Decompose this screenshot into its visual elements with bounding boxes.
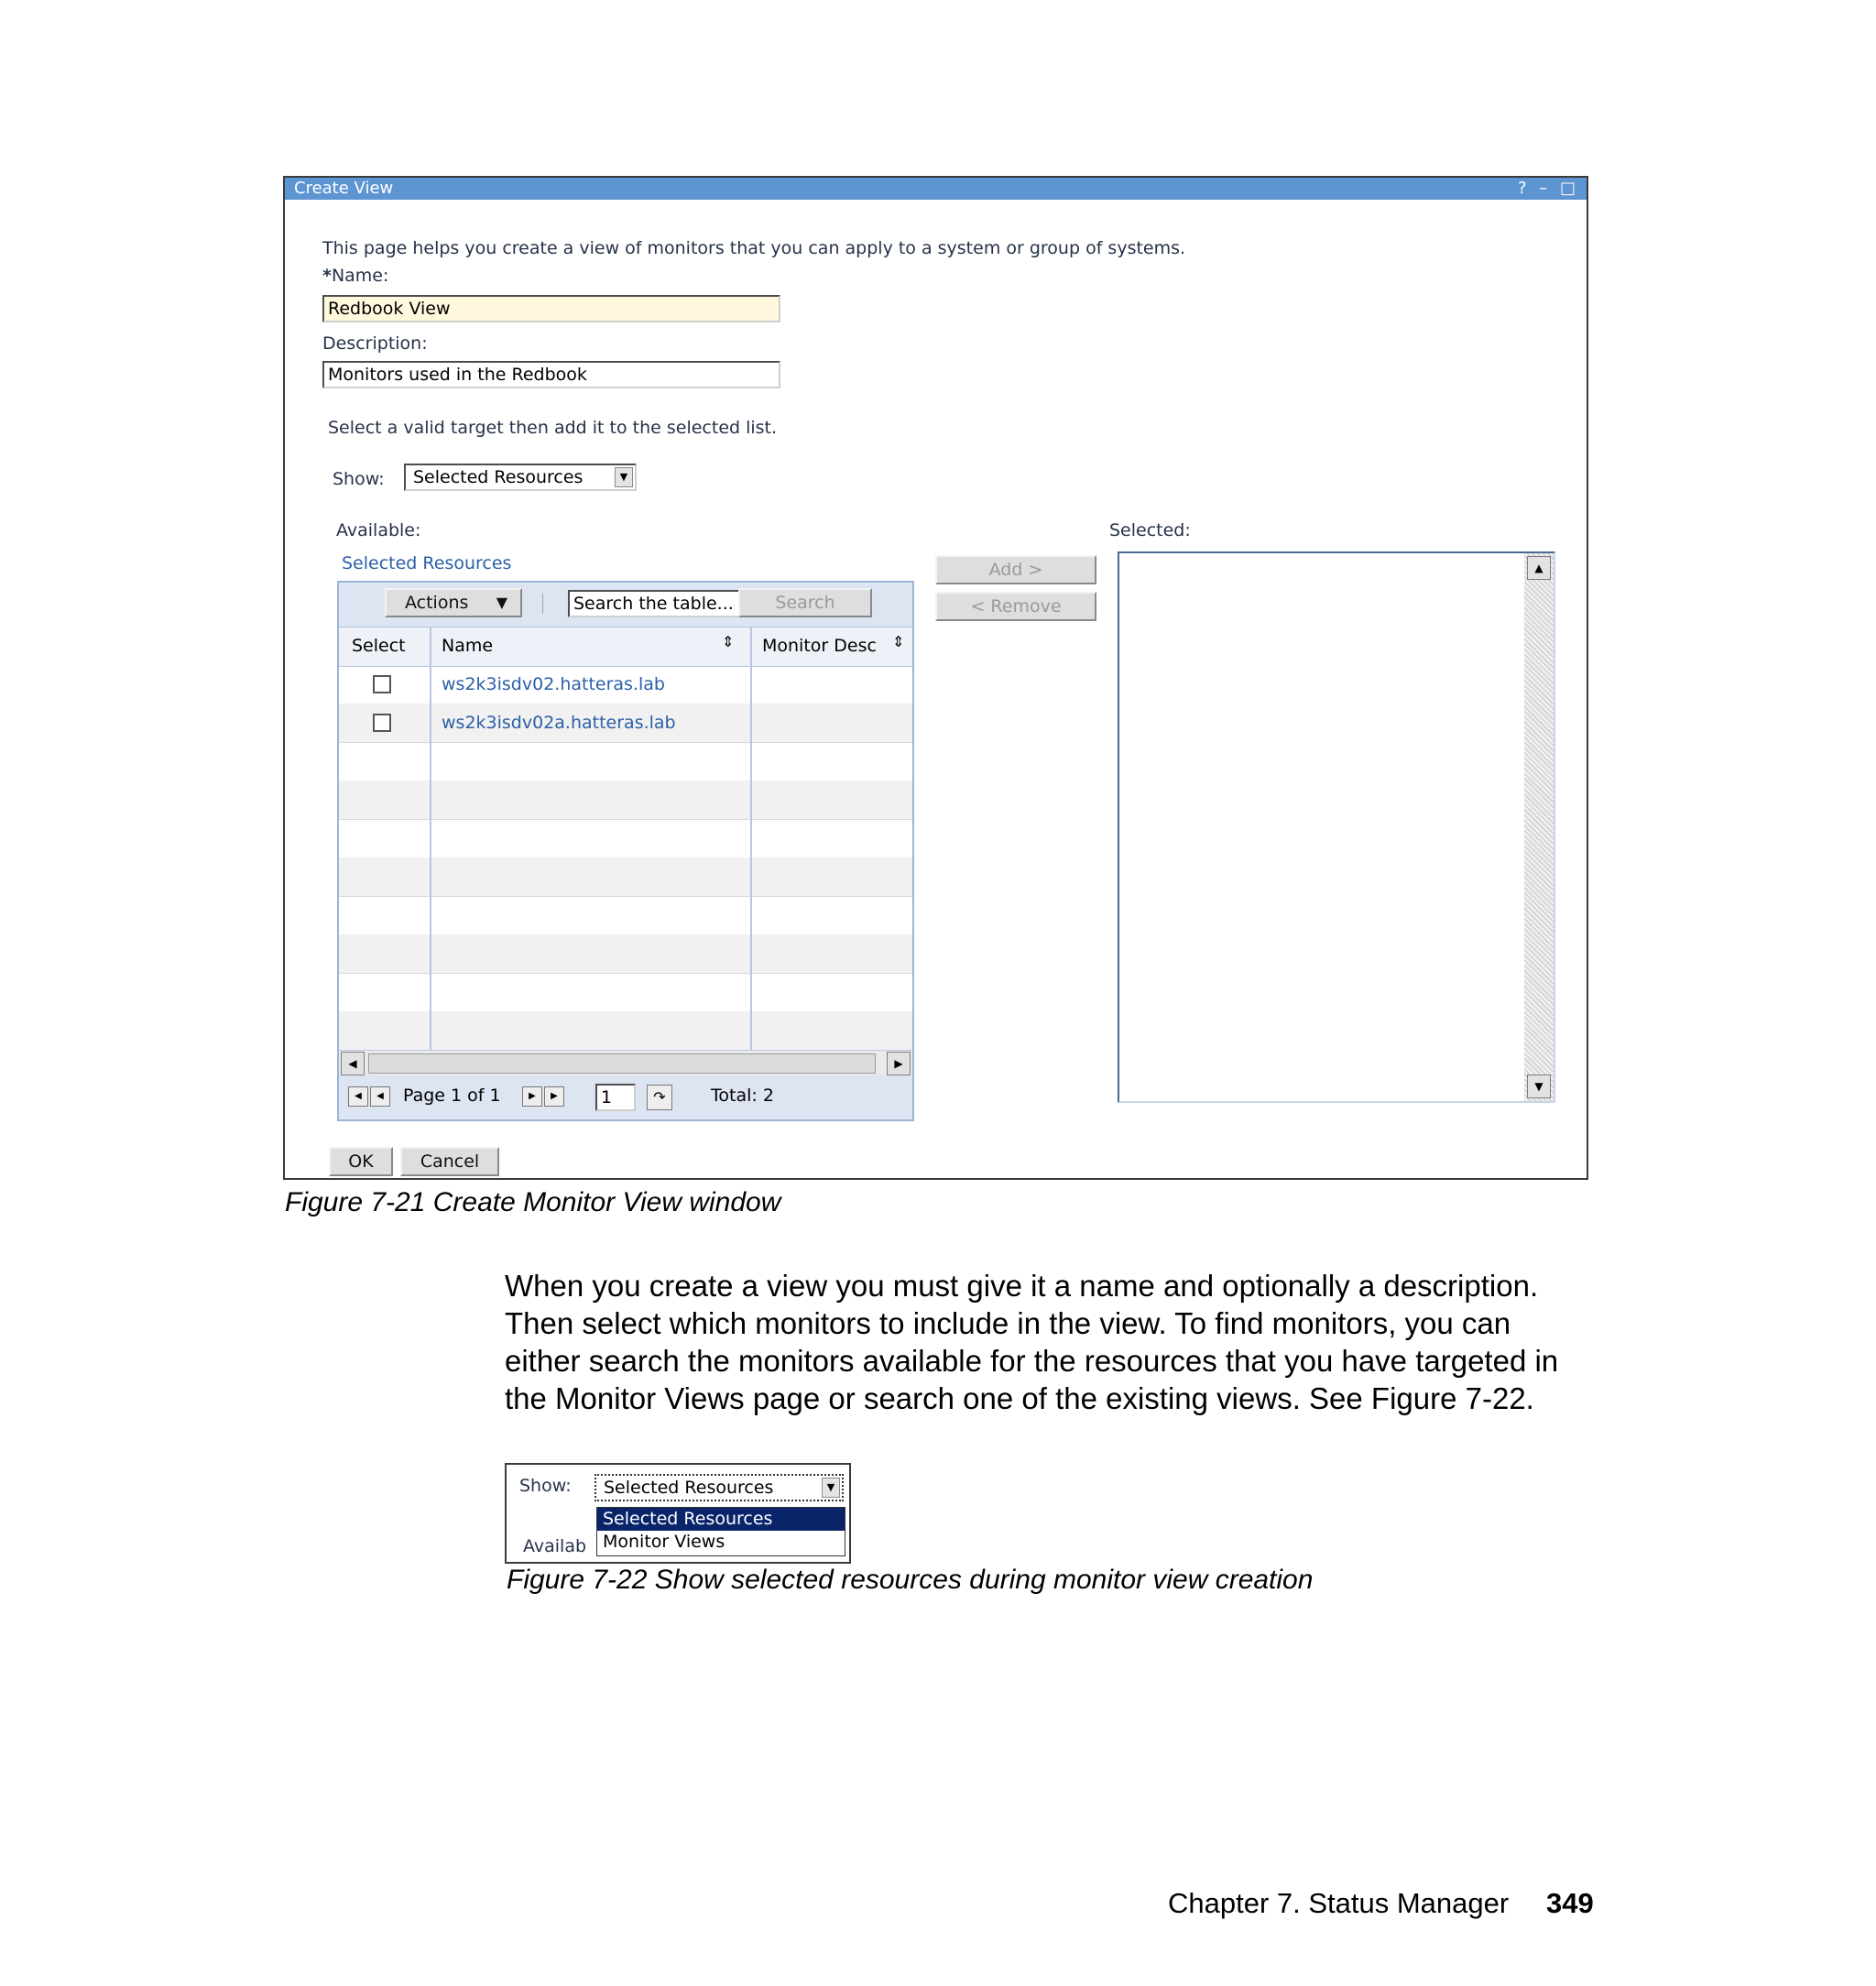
figure-caption-2: Figure 7-22 Show selected resources during monitor view creation bbox=[507, 1565, 1314, 1595]
instruction-text: Select a valid target then add it to the selected list. bbox=[328, 418, 778, 438]
footer-page-number: 349 bbox=[1546, 1887, 1594, 1919]
column-name[interactable]: Name bbox=[442, 636, 494, 656]
show-dropdown-figure bbox=[505, 1463, 851, 1564]
fig2-available-label: Availab bbox=[523, 1536, 587, 1556]
table-pager bbox=[339, 1075, 912, 1119]
chevron-down-icon[interactable]: ▼ bbox=[615, 467, 633, 487]
page-number-input[interactable]: 1 bbox=[595, 1084, 636, 1111]
table-body bbox=[339, 665, 912, 1050]
available-subtitle: Selected Resources bbox=[342, 553, 512, 573]
fig2-show-select[interactable] bbox=[594, 1474, 844, 1501]
option-selected-resources[interactable]: Selected Resources bbox=[597, 1508, 845, 1531]
name-input[interactable]: Redbook View bbox=[322, 295, 780, 322]
intro-text: This page helps you create a view of monitors that you can apply to a system or group of systems. bbox=[322, 238, 1186, 258]
scroll-right-icon[interactable]: ▶ bbox=[887, 1052, 911, 1075]
selected-listbox[interactable] bbox=[1118, 551, 1555, 1103]
scroll-up-icon[interactable]: ▲ bbox=[1527, 556, 1551, 580]
selected-label: Selected: bbox=[1109, 520, 1191, 540]
show-select-value: Selected Resources bbox=[413, 467, 584, 487]
paragraph-line: either search the monitors available for the resources that you have targeted in bbox=[505, 1344, 1559, 1378]
scroll-left-icon[interactable]: ◀ bbox=[341, 1052, 365, 1075]
sort-icon[interactable]: ⇕ bbox=[892, 633, 905, 650]
actions-button[interactable]: Actions ▼ bbox=[385, 588, 522, 617]
paragraph-line: Then select which monitors to include in the view. To find monitors, you can bbox=[505, 1306, 1511, 1340]
row-checkbox[interactable] bbox=[373, 714, 391, 732]
horizontal-scrollbar[interactable] bbox=[339, 1050, 912, 1076]
fig2-show-label: Show: bbox=[519, 1476, 572, 1496]
row-name-link[interactable]: ws2k3isdv02.hatteras.lab bbox=[442, 674, 665, 694]
available-label: Available: bbox=[336, 520, 421, 540]
row-checkbox[interactable] bbox=[373, 675, 391, 693]
fig2-show-select-value: Selected Resources bbox=[604, 1478, 774, 1498]
remove-button[interactable]: < Remove bbox=[935, 592, 1096, 621]
figure-caption-1: Figure 7-21 Create Monitor View window bbox=[285, 1187, 781, 1217]
table-row-empty bbox=[339, 896, 912, 935]
paragraph-line: When you create a view you must give it a name and optionally a description. bbox=[505, 1269, 1539, 1303]
window-controls[interactable]: ? – □ bbox=[1517, 179, 1579, 198]
description-input[interactable]: Monitors used in the Redbook bbox=[322, 361, 780, 388]
table-row-empty bbox=[339, 934, 912, 974]
go-page-icon[interactable]: ↷ bbox=[647, 1085, 672, 1110]
table-row-empty bbox=[339, 742, 912, 781]
table-row-empty bbox=[339, 819, 912, 858]
toolbar-divider bbox=[542, 594, 543, 614]
table-row-empty bbox=[339, 973, 912, 1012]
column-select: Select bbox=[352, 636, 406, 656]
column-divider bbox=[430, 627, 431, 1050]
available-table bbox=[337, 581, 914, 1121]
table-row-empty bbox=[339, 780, 912, 820]
window-title: Create View bbox=[294, 179, 394, 198]
vertical-scrollbar[interactable] bbox=[1524, 553, 1554, 1101]
page-label: Page 1 of 1 bbox=[403, 1086, 501, 1106]
table-row-empty bbox=[339, 857, 912, 897]
body-paragraph bbox=[505, 1267, 1650, 1417]
row-name-link[interactable]: ws2k3isdv02a.hatteras.lab bbox=[442, 713, 676, 733]
add-button[interactable]: Add > bbox=[935, 555, 1096, 584]
total-count: Total: 2 bbox=[711, 1086, 774, 1106]
show-label: Show: bbox=[333, 469, 385, 489]
chevron-down-icon[interactable]: ▼ bbox=[822, 1478, 840, 1498]
scroll-down-icon[interactable]: ▼ bbox=[1527, 1075, 1551, 1098]
column-divider bbox=[750, 627, 752, 1050]
fig2-dropdown-options bbox=[596, 1507, 845, 1556]
scrollbar-thumb[interactable] bbox=[368, 1053, 876, 1074]
table-row-empty bbox=[339, 1011, 912, 1051]
ok-button[interactable]: OK bbox=[329, 1147, 393, 1176]
name-label: *Name: bbox=[322, 266, 389, 286]
first-page-icon[interactable]: ◀ bbox=[348, 1086, 368, 1107]
next-page-icon[interactable]: ▶ bbox=[522, 1086, 542, 1107]
window-titlebar bbox=[285, 178, 1587, 200]
required-marker: * bbox=[322, 266, 332, 286]
table-header bbox=[339, 627, 912, 667]
description-label: Description: bbox=[322, 333, 428, 354]
option-monitor-views[interactable]: Monitor Views bbox=[603, 1532, 725, 1552]
chevron-down-icon: ▼ bbox=[496, 594, 507, 611]
sort-icon[interactable]: ⇕ bbox=[722, 633, 735, 650]
search-input[interactable]: Search the table... bbox=[568, 590, 764, 617]
search-button[interactable]: Search bbox=[738, 588, 872, 617]
cancel-button[interactable]: Cancel bbox=[400, 1147, 499, 1176]
table-row[interactable] bbox=[339, 665, 912, 704]
create-view-window bbox=[283, 176, 1588, 1180]
table-toolbar bbox=[339, 583, 912, 627]
table-row[interactable] bbox=[339, 704, 912, 743]
show-select[interactable] bbox=[404, 464, 637, 491]
column-monitor-desc[interactable]: Monitor Desc bbox=[762, 636, 877, 656]
last-page-icon[interactable]: ▶ bbox=[544, 1086, 564, 1107]
footer-chapter: Chapter 7. Status Manager bbox=[1168, 1887, 1510, 1919]
paragraph-line: the Monitor Views page or search one of the existing views. See Figure 7-22. bbox=[505, 1381, 1534, 1415]
previous-page-icon[interactable]: ◀ bbox=[370, 1086, 390, 1107]
